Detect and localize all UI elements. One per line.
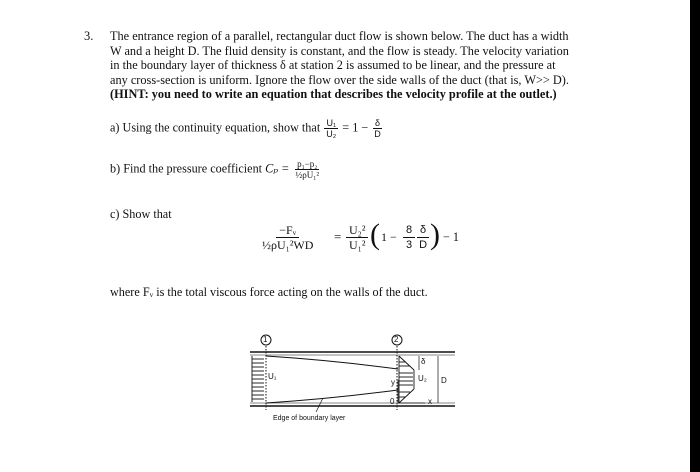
velocity-ratio-fraction [346, 223, 368, 252]
problem-number: 3. [84, 29, 94, 43]
statement-line: any cross-section is uniform. Ignore the flow over the side walls of the duct (that is, W>> D). [110, 72, 569, 87]
cp-symbol: Cₚ = [265, 161, 290, 176]
part-c-text: c) Show that [110, 207, 172, 221]
statement-line: (HINT: you need to write an equation that describes the velocity profile at the outlet.) [110, 87, 557, 102]
statement-line: in the boundary layer of thickness δ at station 2 is assumed to be linear, and the pressure at [110, 58, 556, 73]
boundary-layer-edge-top [266, 356, 398, 369]
fraction-denominator: U₁² [349, 238, 366, 252]
part-b-text: b) Find the pressure coefficient [110, 161, 263, 176]
delta-over-d-fraction-c [417, 223, 429, 252]
delta-over-d-fraction [372, 118, 383, 139]
problem-statement [110, 29, 655, 102]
pressure-coefficient-fraction [293, 159, 321, 180]
x-label: x [428, 397, 432, 406]
force-coefficient-fraction [262, 223, 313, 252]
fraction-numerator: −Fᵥ [276, 223, 299, 238]
statement-line: W and a height D. The fluid density is constant, and the flow is steady. The velocity variation [110, 43, 569, 58]
part-a-text: a) Using the continuity equation, show that [110, 120, 321, 135]
fraction-denominator: ½ρU₁² [295, 170, 320, 180]
station-1-label: 1 [263, 335, 268, 344]
eight-thirds-fraction [403, 223, 415, 252]
caption-leader [316, 398, 323, 412]
part-a-rhs: = 1 − [342, 120, 369, 135]
outlet-velocity-profile [399, 356, 414, 403]
open-paren: ( [370, 218, 380, 251]
boundary-layer-edge-bottom [266, 390, 398, 403]
equals-sign: = [334, 229, 342, 244]
fraction-denominator: ½ρU₁²WD [262, 238, 314, 252]
fraction-numerator: δ [375, 118, 381, 128]
where-text: where Fᵥ is the total viscous force acting on the walls of the duct. [110, 285, 428, 299]
u1-label: U₁ [268, 372, 277, 381]
fraction-denominator: 3 [406, 239, 413, 251]
close-paren: ) [430, 218, 440, 251]
origin-label: 0 [390, 397, 395, 406]
u1-over-u2-fraction [324, 118, 338, 139]
u2-label: U₂ [418, 374, 427, 383]
fraction-denominator: D [374, 129, 381, 139]
station-2-label: 2 [394, 335, 399, 344]
fraction-numerator: δ [417, 223, 429, 238]
minus-one: − 1 [443, 230, 460, 244]
statement-line: The entrance region of a parallel, rectangular duct flow is shown below. The duct has a width [110, 29, 569, 43]
delta-label: δ [421, 357, 426, 366]
d-label: D [441, 376, 447, 385]
fraction-numerator: U₁ [326, 118, 337, 128]
fraction-denominator: U₂ [326, 129, 337, 139]
fraction-numerator: U₂² [346, 223, 368, 238]
fraction-numerator: 8 [403, 223, 415, 238]
inlet-velocity-profile [252, 356, 264, 402]
fraction-numerator: p₁−p₂ [297, 159, 318, 169]
y-label: y [391, 378, 395, 387]
one-minus: 1 − [381, 230, 397, 244]
figure-caption: Edge of boundary layer [273, 415, 346, 422]
fraction-denominator: D [419, 239, 428, 251]
part-b [110, 159, 322, 180]
part-a [110, 118, 384, 139]
